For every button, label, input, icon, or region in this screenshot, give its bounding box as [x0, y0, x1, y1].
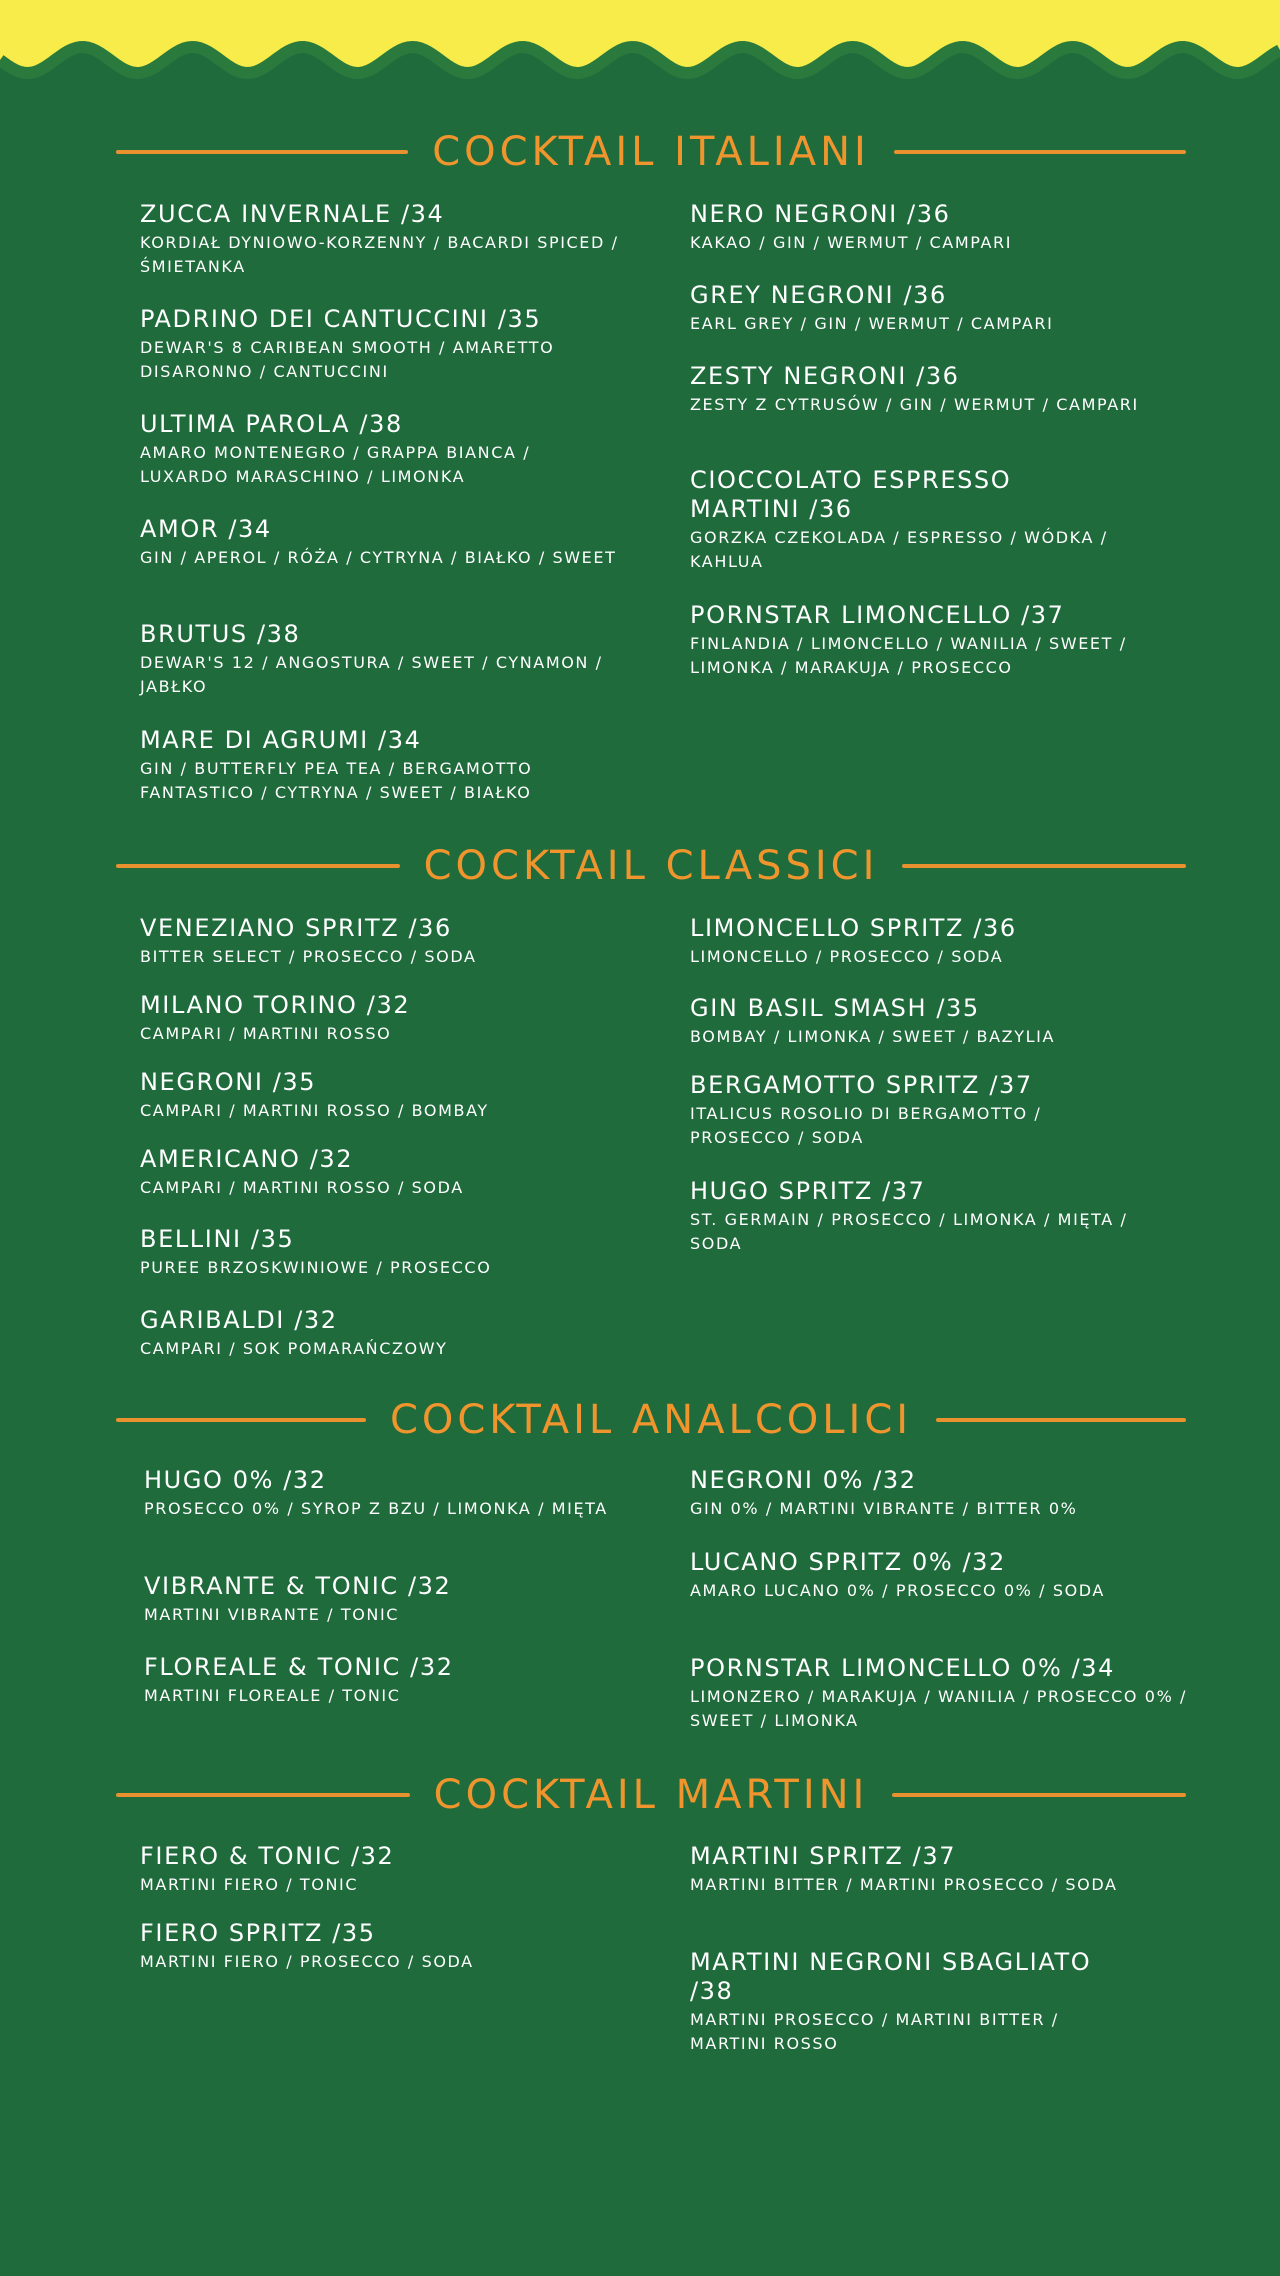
menu-item — [140, 1306, 620, 1361]
item-ingredients: KAKAO / GIN / WERMUT / CAMPARI — [690, 233, 1013, 252]
menu-item — [140, 1145, 620, 1200]
menu-item — [140, 620, 620, 699]
section-header — [116, 836, 1186, 896]
section-header — [116, 122, 1186, 182]
header-rule-right — [892, 1793, 1186, 1797]
item-name: LUCANO SPRITZ 0% /32 — [690, 1548, 1006, 1576]
item-ingredients: MARTINI FLOREALE / TONIC — [144, 1686, 401, 1705]
item-name: MARTINI SPRITZ /37 — [690, 1842, 957, 1870]
menu-item — [690, 362, 1170, 417]
menu-item — [140, 1068, 620, 1123]
item-name: ULTIMA PAROLA /38 — [140, 410, 403, 438]
item-ingredients: FINLANDIA / LIMONCELLO / WANILIA / SWEET / LIMONKA / MARAKUJA / PROSECCO — [690, 634, 1127, 677]
menu-item — [690, 466, 1130, 574]
menu-item — [690, 994, 1170, 1049]
item-ingredients: GIN / BUTTERFLY PEA TEA / BERGAMOTTO FANTASTICO / CYTRYNA / SWEET / BIAŁKO — [140, 759, 533, 802]
item-name: ZUCCA INVERNALE /34 — [140, 200, 445, 228]
section-header — [116, 1390, 1186, 1450]
menu-item — [140, 914, 620, 969]
menu-item — [140, 410, 620, 489]
item-name: FIERO SPRITZ /35 — [140, 1919, 376, 1947]
item-ingredients: BOMBAY / LIMONKA / SWEET / BAZYLIA — [690, 1027, 1055, 1046]
item-name: MARTINI NEGRONI SBAGLIATO /38 — [690, 1948, 1092, 2005]
item-ingredients: LIMONCELLO / PROSECCO / SODA — [690, 947, 1004, 966]
item-name: GREY NEGRONI /36 — [690, 281, 947, 309]
item-name: FLOREALE & TONIC /32 — [144, 1653, 454, 1681]
item-name: PADRINO DEI CANTUCCINI /35 — [140, 305, 542, 333]
item-ingredients: PUREE BRZOSKWINIOWE / PROSECCO — [140, 1258, 492, 1277]
item-name: HUGO SPRITZ /37 — [690, 1177, 926, 1205]
item-name: VENEZIANO SPRITZ /36 — [140, 914, 452, 942]
item-ingredients: CAMPARI / MARTINI ROSSO / BOMBAY — [140, 1101, 489, 1120]
item-name: MARE DI AGRUMI /34 — [140, 726, 422, 754]
menu-item — [140, 305, 620, 384]
item-name: VIBRANTE & TONIC /32 — [144, 1572, 452, 1600]
item-ingredients: AMARO MONTENEGRO / GRAPPA BIANCA / LUXARDO MARASCHINO / LIMONKA — [140, 443, 531, 486]
header-rule-left — [116, 150, 408, 154]
section-title: COCKTAIL MARTINI — [433, 1772, 869, 1818]
item-ingredients: MARTINI BITTER / MARTINI PROSECCO / SODA — [690, 1875, 1118, 1894]
item-ingredients: GIN 0% / MARTINI VIBRANTE / BITTER 0% — [690, 1499, 1078, 1518]
item-ingredients: BITTER SELECT / PROSECCO / SODA — [140, 947, 477, 966]
menu-item — [690, 914, 1170, 969]
item-name: FIERO & TONIC /32 — [140, 1842, 395, 1870]
item-ingredients: MARTINI FIERO / PROSECCO / SODA — [140, 1952, 474, 1971]
item-name: NEGRONI 0% /32 — [690, 1466, 917, 1494]
item-ingredients: ST. GERMAIN / PROSECCO / LIMONKA / MIĘTA / SODA — [690, 1210, 1128, 1253]
menu-item — [690, 1071, 1130, 1150]
item-ingredients: KORDIAŁ DYNIOWO-KORZENNY / BACARDI SPICED / ŚMIETANKA — [140, 233, 619, 276]
menu-item — [690, 1948, 1130, 2056]
menu-item — [140, 515, 620, 570]
section-title: COCKTAIL ANALCOLICI — [389, 1397, 913, 1443]
menu-item — [140, 1225, 620, 1280]
header-rule-right — [894, 150, 1186, 154]
item-name: BRUTUS /38 — [140, 620, 301, 648]
menu-item — [144, 1572, 624, 1627]
header-rule-right — [902, 864, 1186, 868]
menu-item — [140, 726, 620, 805]
menu-item — [690, 601, 1170, 680]
item-name: HUGO 0% /32 — [144, 1466, 327, 1494]
item-ingredients: MARTINI VIBRANTE / TONIC — [144, 1605, 400, 1624]
item-name: BERGAMOTTO SPRITZ /37 — [690, 1071, 1033, 1099]
menu-item — [690, 1654, 1190, 1733]
menu-item — [140, 991, 620, 1046]
item-ingredients: CAMPARI / MARTINI ROSSO / SODA — [140, 1178, 464, 1197]
item-name: PORNSTAR LIMONCELLO 0% /34 — [690, 1654, 1116, 1682]
item-ingredients: ITALICUS ROSOLIO DI BERGAMOTTO / PROSECCO / SODA — [690, 1104, 1042, 1147]
menu-item — [690, 200, 1170, 255]
item-ingredients: GORZKA CZEKOLADA / ESPRESSO / WÓDKA / KAHLUA — [690, 528, 1108, 571]
item-ingredients: CAMPARI / MARTINI ROSSO — [140, 1024, 392, 1043]
menu-item — [690, 1466, 1190, 1521]
menu-item — [690, 281, 1170, 336]
item-ingredients: EARL GREY / GIN / WERMUT / CAMPARI — [690, 314, 1054, 333]
item-ingredients: ZESTY Z CYTRUSÓW / GIN / WERMUT / CAMPARI — [690, 395, 1139, 414]
menu-item — [140, 1919, 620, 1974]
item-name: LIMONCELLO SPRITZ /36 — [690, 914, 1017, 942]
menu-item — [690, 1177, 1130, 1256]
header-rule-left — [116, 864, 400, 868]
section-header — [116, 1765, 1186, 1825]
item-ingredients: MARTINI PROSECCO / MARTINI BITTER / MARTINI ROSSO — [690, 2010, 1059, 2053]
item-ingredients: MARTINI FIERO / TONIC — [140, 1875, 359, 1894]
section-title: COCKTAIL CLASSICI — [423, 843, 879, 889]
item-name: PORNSTAR LIMONCELLO /37 — [690, 601, 1065, 629]
item-ingredients: CAMPARI / SOK POMARAŃCZOWY — [140, 1339, 448, 1358]
header-rule-left — [116, 1793, 410, 1797]
item-name: NEGRONI /35 — [140, 1068, 317, 1096]
item-name: ZESTY NEGRONI /36 — [690, 362, 960, 390]
item-name: CIOCCOLATO ESPRESSO MARTINI /36 — [690, 466, 1012, 523]
top-wave-band — [0, 0, 1280, 92]
item-name: AMERICANO /32 — [140, 1145, 354, 1173]
menu-item — [144, 1466, 614, 1521]
menu-item — [140, 200, 620, 279]
item-name: GIN BASIL SMASH /35 — [690, 994, 980, 1022]
header-rule-right — [936, 1418, 1186, 1422]
item-ingredients: DEWAR'S 8 CARIBEAN SMOOTH / AMARETTO DISARONNO / CANTUCCINI — [140, 338, 555, 381]
item-ingredients: GIN / APEROL / RÓŻA / CYTRYNA / BIAŁKO / SWEET — [140, 548, 617, 567]
section-title: COCKTAIL ITALIANI — [432, 129, 870, 175]
item-ingredients: DEWAR'S 12 / ANGOSTURA / SWEET / CYNAMON / JABŁKO — [140, 653, 603, 696]
menu-item — [144, 1653, 624, 1708]
item-name: MILANO TORINO /32 — [140, 991, 411, 1019]
item-name: BELLINI /35 — [140, 1225, 295, 1253]
item-name: NERO NEGRONI /36 — [690, 200, 951, 228]
menu-item — [690, 1842, 1130, 1897]
item-name: GARIBALDI /32 — [140, 1306, 338, 1334]
item-ingredients: AMARO LUCANO 0% / PROSECCO 0% / SODA — [690, 1581, 1105, 1600]
item-ingredients: LIMONZERO / MARAKUJA / WANILIA / PROSECCO 0% / SWEET / LIMONKA — [690, 1687, 1188, 1730]
item-ingredients: PROSECCO 0% / SYROP Z BZU / LIMONKA / MIĘTA — [144, 1499, 608, 1518]
menu-item — [140, 1842, 620, 1897]
menu-item — [690, 1548, 1130, 1603]
wave-decoration — [0, 0, 1280, 92]
item-name: AMOR /34 — [140, 515, 272, 543]
header-rule-left — [116, 1418, 366, 1422]
